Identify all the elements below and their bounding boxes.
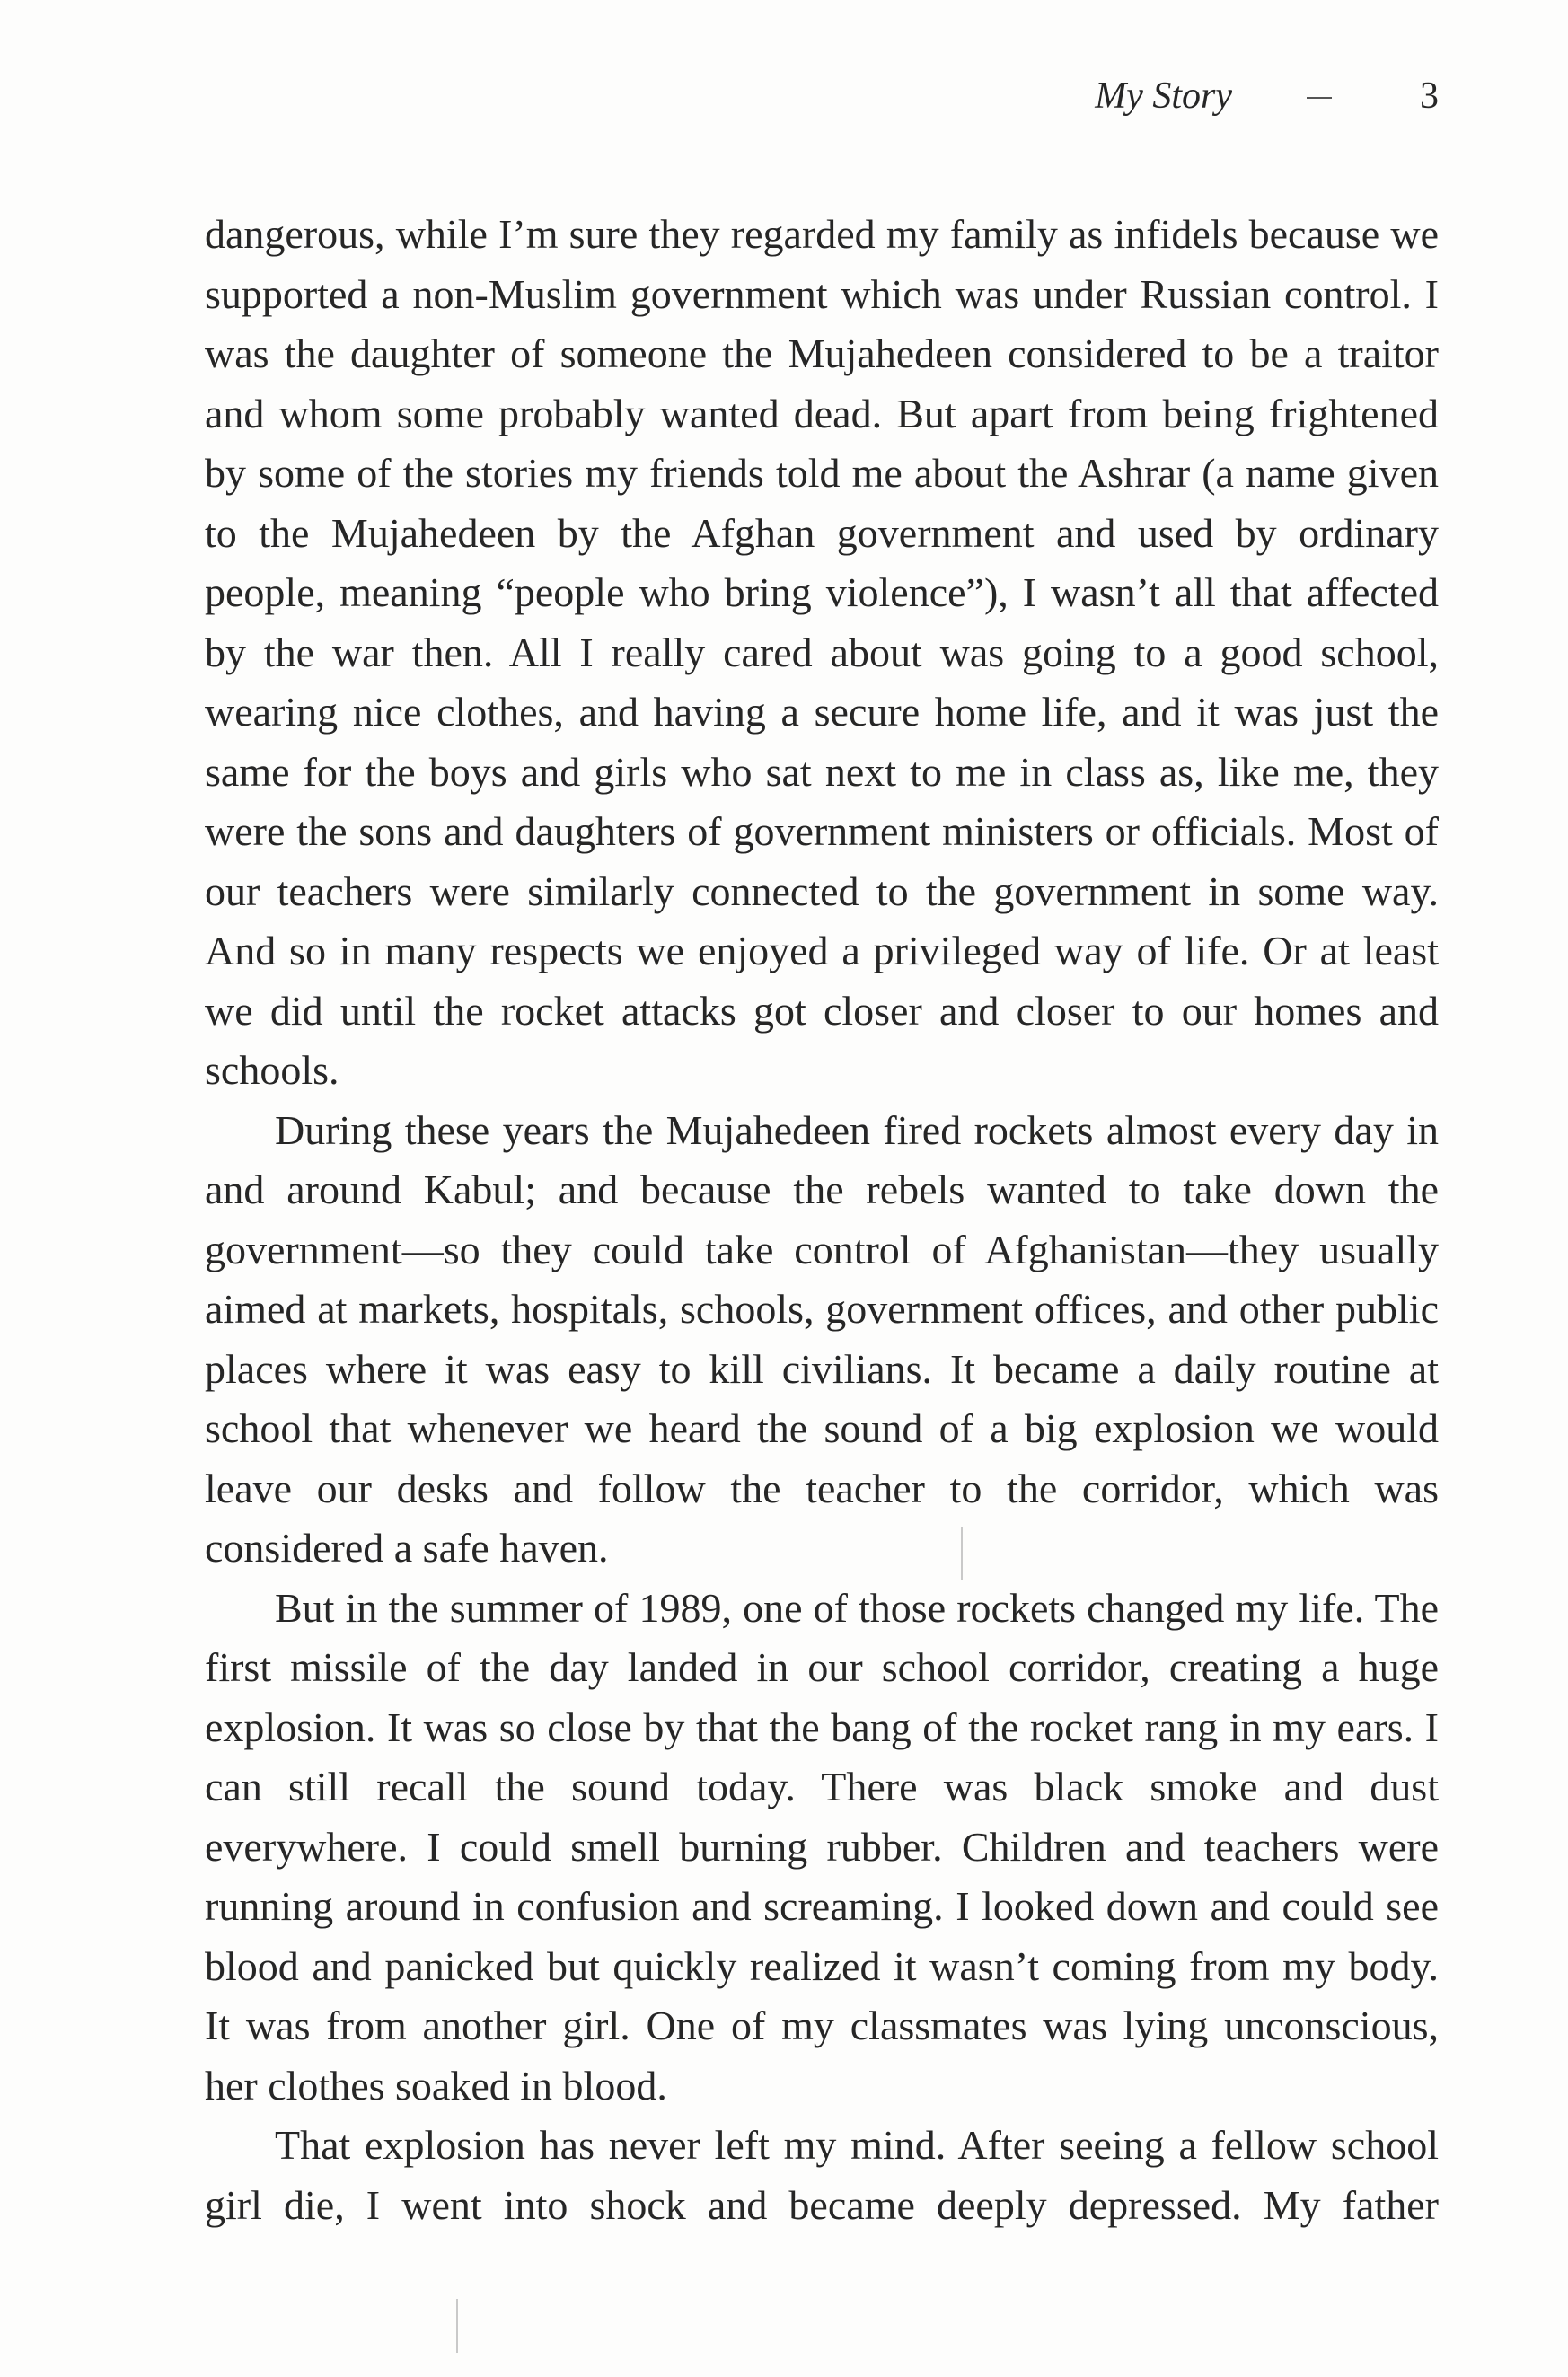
paragraph-3: But in the summer of 1989, one of those rockets changed my life. The first missile of the day landed in our school corridor, creating a huge explosion. It was so close by that the bang of the rocket rang in my ears. I can still recall the sound today. There was black smoke and dust everywhere. I could smell burning rubber. Children and teachers were running around in confusion and screaming. I looked down and could see blood and panicked but quickly realized it wasn’t coming from my body. It was from another girl. One of my classmates was lying unconscious, her clothes soaked in blood.: [205, 1584, 1439, 2108]
body-text: [205, 205, 1439, 2235]
running-head-dash: [1307, 97, 1332, 99]
paragraph-4: That explosion has never left my mind. After seeing a fellow school girl die, I went into shock and became deeply depressed. My father: [205, 2122, 1439, 2228]
page-number: 3: [1420, 75, 1439, 117]
paragraph-1: dangerous, while I’m sure they regarded my family as infidels because we supported a non-Muslim government which was under Russian control. I was the daughter of someone the Mujahedeen considered to be a traitor and whom some probably wanted dead. But apart from being frightened by some of the stories my friends told me about the Ashrar (a name given to the Mujahedeen by the Afghan government and used by ordinary people, meaning “people who bring violence”), I wasn’t all that affected by the war then. All I really cared about was going to a good school, wearing nice clothes, and having a secure home life, and it was just the same for the boys and girls who sat next to me in class as, like me, they were the sons and daughters of government ministers or officials. Most of our teachers were similarly connected to the government in some way. And so in many respects we enjoyed a privileged way of life. Or at least we did until the rocket attacks got closer and closer to our homes and schools.: [205, 211, 1439, 1093]
scan-artifact-mark: [961, 1527, 963, 1580]
scan-artifact-mark: [456, 2299, 458, 2353]
running-head: [1033, 74, 1439, 119]
running-head-title: My Story: [1095, 75, 1232, 117]
paragraph-2: During these years the Mujahedeen fired rockets almost every day in and around Kabul; and because the rebels wanted to take down the government—so they could take control of Afghanistan—they usually aimed at markets, hospitals, schools, government offices, and other public places where it was easy to kill civilians. It became a daily routine at school that whenever we heard the sound of a big explosion we would leave our desks and follow the teacher to the corridor, which was considered a safe haven.: [205, 1106, 1439, 1571]
